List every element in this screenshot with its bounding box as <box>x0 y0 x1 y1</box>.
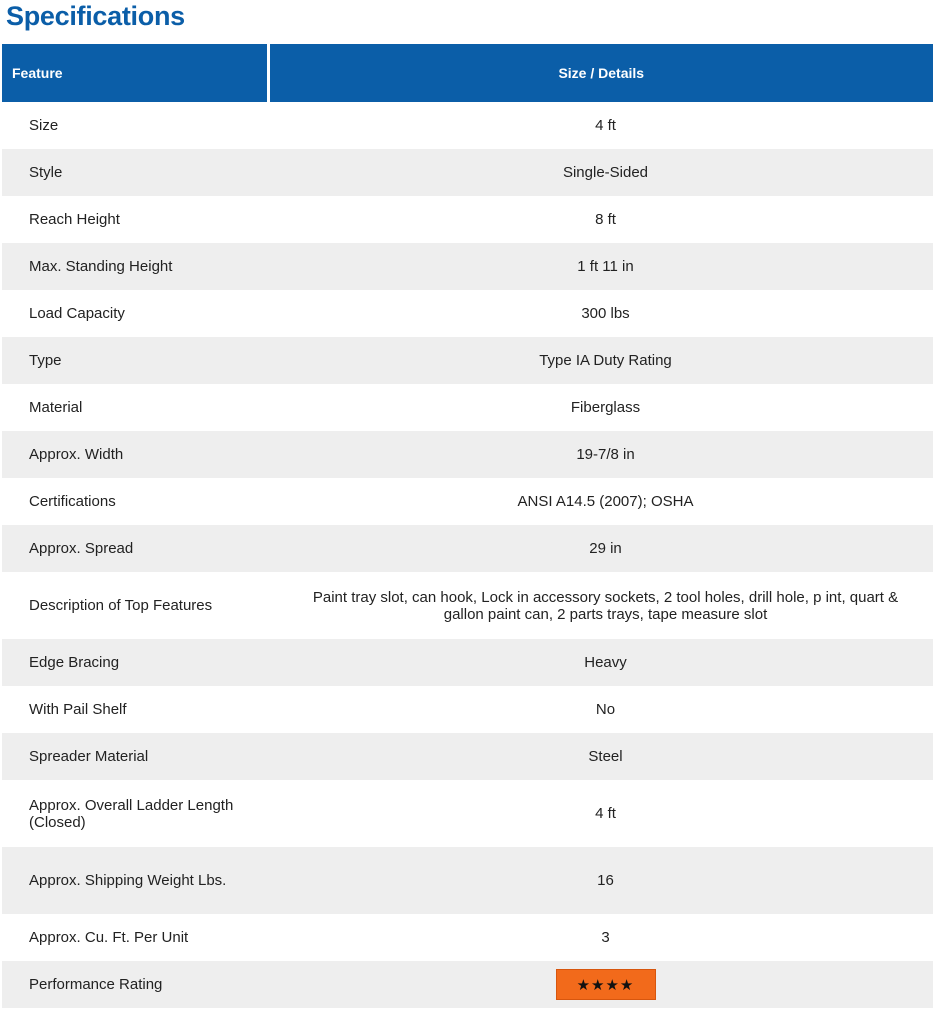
table-row <box>2 290 933 337</box>
feature-label: With Pail Shelf <box>2 686 268 733</box>
table-row <box>2 914 933 961</box>
table-row <box>2 686 933 733</box>
feature-label: Approx. Cu. Ft. Per Unit <box>2 914 268 961</box>
table-row <box>2 384 933 431</box>
table-row <box>2 780 933 847</box>
specifications-table <box>2 44 933 1008</box>
page-title: Specifications <box>6 1 185 31</box>
table-row <box>2 847 933 914</box>
performance-rating-badge: ★★★★ <box>556 969 656 1000</box>
feature-value: 8 ft <box>268 196 933 243</box>
feature-value: 4 ft <box>268 102 933 149</box>
feature-value: Paint tray slot, can hook, Lock in accessory sockets, 2 tool holes, drill hole, p int, quart & gallon paint can, 2 parts trays, tape measure slot <box>268 572 933 639</box>
table-row <box>2 337 933 384</box>
feature-label: Type <box>2 337 268 384</box>
feature-label: Approx. Shipping Weight Lbs. <box>2 847 268 914</box>
feature-value: 1 ft 11 in <box>268 243 933 290</box>
table-row <box>2 525 933 572</box>
table-row <box>2 431 933 478</box>
column-header-details: Size / Details <box>268 44 933 102</box>
feature-label: Certifications <box>2 478 268 525</box>
feature-value-cell <box>268 961 933 1008</box>
table-row <box>2 102 933 149</box>
feature-label: Approx. Overall Ladder Length (Closed) <box>2 780 268 847</box>
feature-label: Performance Rating <box>2 961 268 1008</box>
table-header-row <box>2 44 933 102</box>
table-row <box>2 961 933 1008</box>
table-row <box>2 149 933 196</box>
feature-value: Fiberglass <box>268 384 933 431</box>
feature-value: 19-7/8 in <box>268 431 933 478</box>
feature-label: Style <box>2 149 268 196</box>
table-row <box>2 733 933 780</box>
feature-label: Material <box>2 384 268 431</box>
table-row <box>2 243 933 290</box>
feature-label: Reach Height <box>2 196 268 243</box>
feature-value: 16 <box>268 847 933 914</box>
feature-value: 4 ft <box>268 780 933 847</box>
feature-value: Heavy <box>268 639 933 686</box>
feature-label: Approx. Width <box>2 431 268 478</box>
feature-label: Edge Bracing <box>2 639 268 686</box>
table-row <box>2 196 933 243</box>
column-header-feature: Feature <box>2 44 268 102</box>
table-row <box>2 572 933 639</box>
table-row <box>2 478 933 525</box>
feature-value: ANSI A14.5 (2007); OSHA <box>268 478 933 525</box>
feature-label: Spreader Material <box>2 733 268 780</box>
feature-label: Load Capacity <box>2 290 268 337</box>
feature-value: Single-Sided <box>268 149 933 196</box>
feature-value: 300 lbs <box>268 290 933 337</box>
feature-label: Max. Standing Height <box>2 243 268 290</box>
feature-value: 3 <box>268 914 933 961</box>
feature-value: Type IA Duty Rating <box>268 337 933 384</box>
feature-value: 29 in <box>268 525 933 572</box>
feature-value: Steel <box>268 733 933 780</box>
feature-label: Description of Top Features <box>2 572 268 639</box>
feature-label: Approx. Spread <box>2 525 268 572</box>
table-row <box>2 639 933 686</box>
feature-label: Size <box>2 102 268 149</box>
feature-value: No <box>268 686 933 733</box>
